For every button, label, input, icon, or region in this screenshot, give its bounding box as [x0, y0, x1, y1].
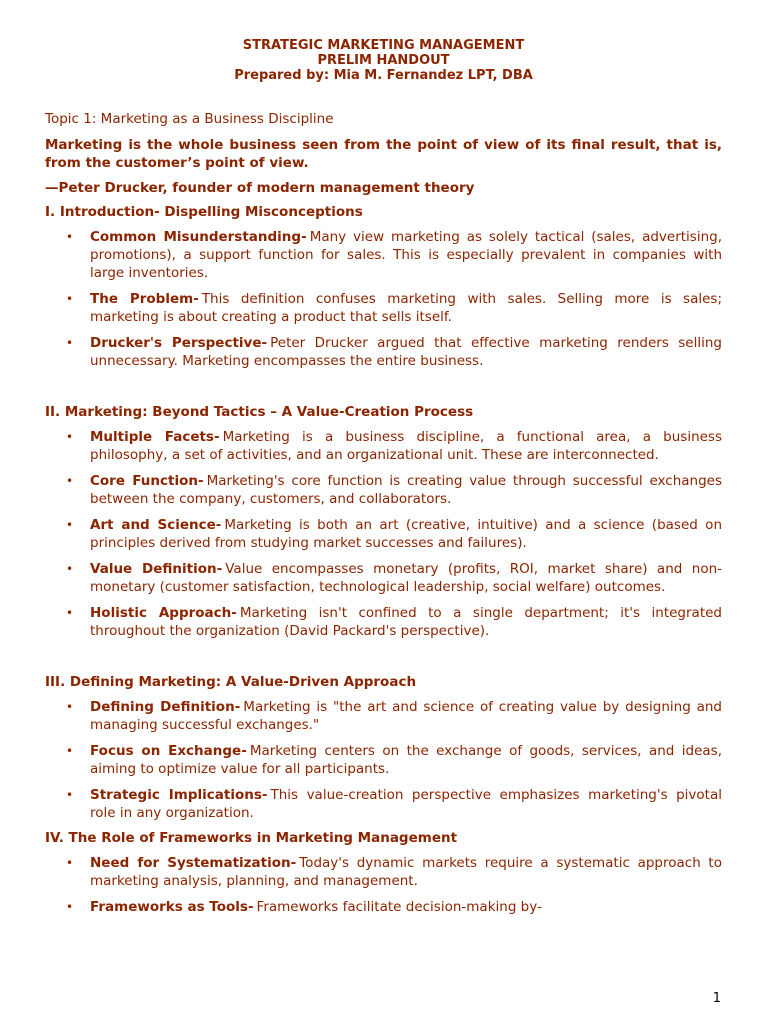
item-text: Marketing centers on the exchange of goods, services, and ideas, aiming to optimize value for all participants. — [90, 743, 722, 777]
bullet-icon: • — [66, 292, 74, 306]
bullet-icon: • — [66, 700, 74, 714]
list-item — [45, 560, 722, 596]
section-heading-3: III. Defining Marketing: A Value-Driven Approach — [45, 674, 417, 690]
item-term: Focus on Exchange- — [90, 743, 247, 759]
item-term: Strategic Implications- — [90, 787, 268, 803]
section-spacer — [45, 648, 722, 674]
drucker-quote: Marketing is the whole business seen from the point of view of its final result, that is, from the customer’s point of view. — [45, 137, 722, 171]
section-spacer — [45, 378, 722, 404]
bullet-icon: • — [66, 606, 74, 620]
topic-heading: Topic 1: Marketing as a Business Discipline — [45, 111, 334, 127]
section-heading-2: II. Marketing: Beyond Tactics – A Value-Creation Process — [45, 404, 474, 420]
item-term: Core Function- — [90, 473, 204, 489]
list-item — [45, 854, 722, 890]
bullet-icon: • — [66, 336, 74, 350]
list-item — [45, 604, 722, 640]
item-term: Holistic Approach- — [90, 605, 237, 621]
item-text: Many view marketing as solely tactical (sales, advertising, promotions), a support function for sales. This is especially prevalent in companies with large inventories. — [90, 229, 723, 281]
bullet-icon: • — [66, 518, 74, 532]
list-item — [45, 290, 722, 326]
list-item — [45, 698, 722, 734]
section-heading-1: I. Introduction- Dispelling Misconceptions — [45, 204, 363, 220]
quote-attribution: —Peter Drucker, founder of modern management theory — [45, 180, 475, 196]
item-text: Value encompasses monetary (profits, ROI, market share) and non-monetary (customer satisfaction, technological leadership, social welfare) outcomes. — [90, 561, 723, 595]
item-term: Need for Systematization- — [90, 855, 297, 871]
item-text: Frameworks facilitate decision-making by- — [256, 899, 542, 915]
item-term: Common Misunderstanding- — [90, 229, 307, 245]
item-term: Frameworks as Tools- — [90, 899, 254, 915]
item-term: Art and Science- — [90, 517, 222, 533]
item-term: Defining Definition- — [90, 699, 241, 715]
item-text: This value-creation perspective emphasizes marketing's pivotal role in any organization. — [90, 787, 722, 821]
item-text: Today's dynamic markets require a systematic approach to marketing analysis, planning, and management. — [90, 855, 722, 889]
list-item — [45, 742, 722, 778]
list-item — [45, 786, 722, 822]
document-page — [45, 38, 722, 924]
bullet-icon: • — [66, 562, 74, 576]
item-text: This definition confuses marketing with sales. Selling more is sales; marketing is about creating a product that sells itself. — [90, 291, 722, 325]
bullet-icon: • — [66, 230, 74, 244]
item-text: Marketing is "the art and science of creating value by designing and managing successful exchanges." — [90, 699, 723, 733]
document-title: STRATEGIC MARKETING MANAGEMENT — [242, 38, 525, 53]
page-number: 1 — [712, 991, 721, 1006]
section-list-4 — [45, 854, 722, 916]
section-list-1 — [45, 228, 722, 370]
item-text: Marketing's core function is creating value through successful exchanges between the company, customers, and collaborators. — [90, 473, 722, 507]
item-term: Value Definition- — [90, 561, 223, 577]
item-text: Marketing is a business discipline, a functional area, a business philosophy, a set of activities, and an organizational unit. These are interconnected. — [90, 429, 722, 463]
list-item — [45, 428, 722, 464]
bullet-icon: • — [66, 900, 74, 914]
document-subtitle: PRELIM HANDOUT — [317, 53, 450, 68]
list-item — [45, 898, 722, 916]
list-item — [45, 228, 722, 282]
bullet-icon: • — [66, 474, 74, 488]
section-heading-4: IV. The Role of Frameworks in Marketing Management — [45, 830, 458, 846]
item-text: Marketing is both an art (creative, intuitive) and a science (based on principles derived from studying market successes and failures). — [90, 517, 722, 551]
bullet-icon: • — [66, 788, 74, 802]
item-text: Peter Drucker argued that effective marketing renders selling unnecessary. Marketing encompasses the entire business. — [90, 335, 722, 369]
list-item — [45, 516, 722, 552]
section-list-3 — [45, 698, 722, 822]
item-term: The Problem- — [90, 291, 199, 307]
document-header — [45, 38, 722, 83]
bullet-icon: • — [66, 744, 74, 758]
document-author: Prepared by: Mia M. Fernandez LPT, DBA — [234, 68, 533, 83]
item-term: Drucker's Perspective- — [90, 335, 268, 351]
list-item — [45, 472, 722, 508]
item-term: Multiple Facets- — [90, 429, 220, 445]
item-text: Marketing isn't confined to a single department; it's integrated throughout the organization (David Packard's perspective). — [90, 605, 722, 639]
bullet-icon: • — [66, 856, 74, 870]
bullet-icon: • — [66, 430, 74, 444]
section-list-2 — [45, 428, 722, 640]
list-item — [45, 334, 722, 370]
